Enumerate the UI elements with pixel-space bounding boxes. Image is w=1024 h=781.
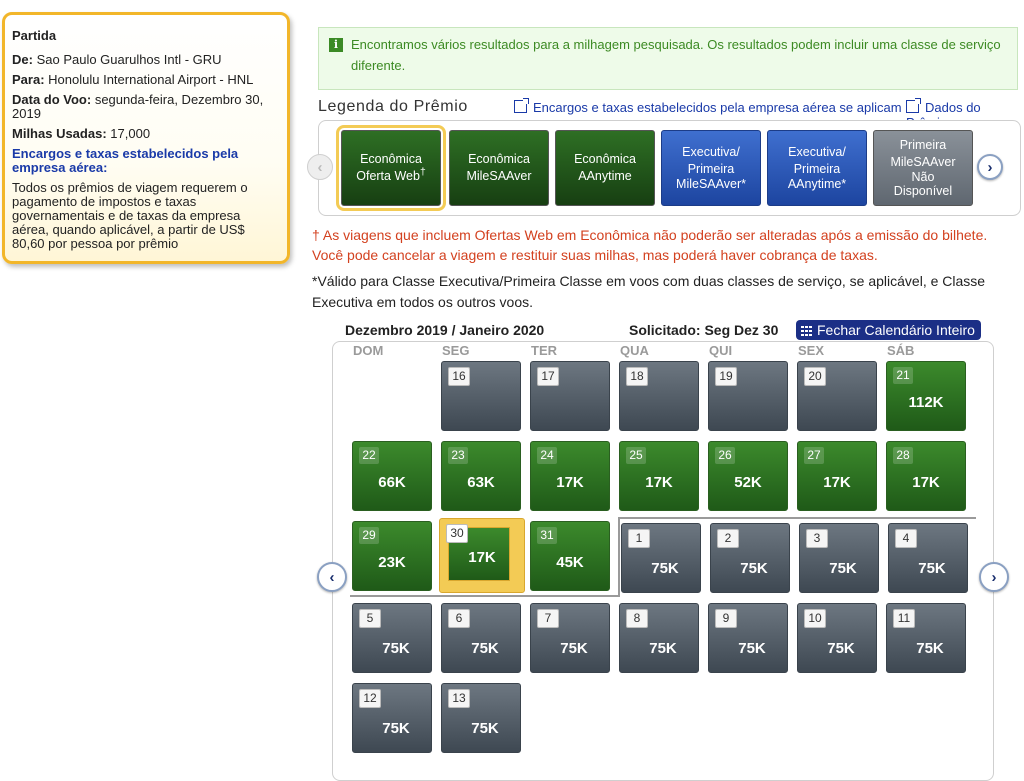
alert-text: Encontramos vários resultados para a milhagem pesquisada. Os resultados podem incluir uma classe de serviço diferente. <box>351 37 1001 73</box>
day-miles: 75K <box>560 640 588 657</box>
day-miles: 23K <box>378 554 406 571</box>
legend-title: Legenda do Prêmio <box>318 98 468 115</box>
legend-tile-line: Executiva/ <box>682 145 740 160</box>
external-link-icon <box>514 100 527 113</box>
calendar-day-cell[interactable] <box>352 683 432 753</box>
day-miles: 66K <box>378 474 406 491</box>
external-link-icon <box>906 100 919 113</box>
legend-tile[interactable] <box>661 130 761 206</box>
calendar-day-cell[interactable] <box>708 361 788 431</box>
weekday-label: QUA <box>620 343 649 358</box>
legend-tile-line: Executiva/ <box>788 145 846 160</box>
day-miles: 112K <box>908 394 944 411</box>
day-miles: 17K <box>468 549 496 566</box>
legend-prev-button[interactable] <box>307 154 333 180</box>
calendar-prev-button[interactable] <box>317 562 347 592</box>
fees-link-label[interactable]: Encargos e taxas estabelecidos pela empresa aérea se aplicam <box>533 100 902 115</box>
calendar-day-cell[interactable] <box>352 521 432 591</box>
calendar-day-cell[interactable] <box>441 603 521 673</box>
fees-text: Todos os prêmios de viagem requerem o pagamento de impostos e taxas governamentais e de taxas da empresa aérea, quando aplicável, a partir de US$ 80,60 por pessoa por prêmio <box>12 180 248 251</box>
calendar-month-label: Dezembro 2019 / Janeiro 2020 <box>345 322 545 338</box>
summary-to <box>12 73 279 87</box>
legend-tile-label <box>890 138 955 197</box>
chevron-right-icon: › <box>991 568 997 586</box>
weekday-label: QUI <box>709 343 733 358</box>
close-calendar-label[interactable]: Fechar Calendário Inteiro <box>817 322 975 338</box>
day-miles: 75K <box>829 560 857 577</box>
day-number: 2 <box>717 529 739 548</box>
day-miles: 75K <box>916 640 944 657</box>
calendar-day-cell[interactable] <box>886 603 966 673</box>
day-number: 7 <box>537 609 559 628</box>
day-miles: 75K <box>738 640 766 657</box>
trip-summary-panel <box>2 12 290 264</box>
chevron-left-icon: ‹ <box>317 158 323 176</box>
calendar-day-cell[interactable] <box>708 603 788 673</box>
award-legend-carousel <box>318 120 1021 216</box>
to-label: Para: <box>12 72 45 87</box>
legend-tile-label <box>574 152 636 183</box>
day-miles: 63K <box>467 474 495 491</box>
weekday-label: SEX <box>798 343 825 358</box>
miles-label: Milhas Usadas: <box>12 126 107 141</box>
month-boundary-bottom <box>350 595 620 597</box>
day-miles: 17K <box>645 474 673 491</box>
legend-tile-line-wrap <box>466 166 531 183</box>
from-value: Sao Paulo Guarulhos Intl - GRU <box>36 52 222 67</box>
summary-from <box>12 53 279 67</box>
day-number: 25 <box>626 447 646 464</box>
legend-tile-line: Disponível <box>893 183 953 198</box>
calendar-day-cell[interactable] <box>708 441 788 511</box>
legend-tile-line: Econômica <box>360 152 422 167</box>
legend-tile-line-wrap <box>676 159 746 176</box>
calendar-day-cell[interactable] <box>441 361 521 431</box>
legend-tile-line: MileSAAver* <box>676 176 746 191</box>
day-number: 30 <box>446 524 468 543</box>
legend-tile[interactable] <box>555 130 655 206</box>
day-number: 18 <box>626 367 648 386</box>
calendar-day-cell[interactable] <box>797 603 877 673</box>
day-number: 23 <box>448 447 468 464</box>
day-number: 31 <box>537 527 557 544</box>
dagger-mark: † <box>419 167 426 179</box>
calendar-requested-label: Solicitado: Seg Dez 30 <box>629 322 779 338</box>
legend-tile[interactable] <box>767 130 867 206</box>
legend-tile-line-wrap <box>788 159 846 176</box>
calendar-day-cell[interactable] <box>530 361 610 431</box>
calendar-day-cell[interactable] <box>619 441 699 511</box>
calendar-grid-icon <box>801 326 812 336</box>
month-boundary-side <box>618 517 620 597</box>
summary-title: Partida <box>12 28 57 43</box>
info-icon: i <box>329 38 343 52</box>
miles-value: 17,000 <box>110 126 151 141</box>
day-number: 16 <box>448 367 470 386</box>
day-number: 28 <box>893 447 913 464</box>
day-miles: 75K <box>471 640 499 657</box>
legend-tile-line: Oferta Web <box>356 169 420 184</box>
calendar-day-cell[interactable] <box>619 603 699 673</box>
chevron-right-icon: › <box>987 158 993 176</box>
legend-tile-line: AAnytime <box>578 169 632 184</box>
award-data-link-label[interactable]: Dados do <box>925 100 981 115</box>
weekday-label: SEG <box>442 343 470 358</box>
day-miles: 75K <box>649 640 677 657</box>
calendar-day-cell[interactable] <box>441 683 521 753</box>
legend-tile-label <box>356 152 425 183</box>
day-number: 24 <box>537 447 557 464</box>
day-miles: 17K <box>556 474 584 491</box>
legend-tile[interactable] <box>449 130 549 206</box>
legend-tile-line: Primeira <box>899 138 947 153</box>
day-number: 27 <box>804 447 824 464</box>
calendar-day-cell[interactable] <box>799 523 879 593</box>
legend-tile[interactable] <box>873 130 973 206</box>
calendar-day-cell[interactable] <box>621 523 701 593</box>
day-number: 10 <box>804 609 826 628</box>
chevron-left-icon: ‹ <box>329 568 335 586</box>
web-offer-note: † As viagens que incluem Ofertas Web em Econômica não poderão ser alteradas após a emissão do bilhete. Você pode cancelar a viagem e restituir suas milhas, mas poderá haver cobrança de taxas. <box>312 227 988 263</box>
weekday-label: SÁB <box>887 343 915 358</box>
calendar-day-cell[interactable] <box>530 521 610 591</box>
legend-tile-label <box>466 152 531 183</box>
calendar-day-cell[interactable] <box>352 603 432 673</box>
legend-tile-line-wrap <box>890 152 955 169</box>
calendar-day-cell[interactable] <box>710 523 790 593</box>
month-boundary-top <box>618 517 976 519</box>
legend-tile-line: Primeira <box>687 162 735 177</box>
day-miles: 75K <box>651 560 679 577</box>
day-miles: 75K <box>382 720 410 737</box>
legend-next-button[interactable] <box>977 154 1003 180</box>
day-number: 20 <box>804 367 826 386</box>
calendar-next-button[interactable] <box>979 562 1009 592</box>
day-number: 13 <box>448 689 470 708</box>
weekday-label: DOM <box>353 343 384 358</box>
calendar-day-cell[interactable] <box>886 361 966 431</box>
fees-link[interactable] <box>514 100 902 115</box>
results-alert <box>318 27 1018 90</box>
day-number: 8 <box>626 609 648 628</box>
day-number: 12 <box>359 689 381 708</box>
calendar-day-cell[interactable] <box>439 518 525 593</box>
date-label: Data do Voo: <box>12 92 92 107</box>
day-number: 6 <box>448 609 470 628</box>
day-miles: 75K <box>827 640 855 657</box>
day-number: 3 <box>806 529 828 548</box>
day-number: 17 <box>537 367 559 386</box>
day-miles: 17K <box>912 474 940 491</box>
to-value: Honolulu International Airport - HNL <box>48 72 254 87</box>
legend-tile-line: Econômica <box>468 152 530 167</box>
summary-date <box>12 93 279 121</box>
calendar-day-cell[interactable] <box>530 441 610 511</box>
day-number: 5 <box>359 609 381 628</box>
day-number: 11 <box>893 609 915 628</box>
fees-title: Encargos e taxas estabelecidos pela empresa aérea: <box>12 146 239 175</box>
summary-miles <box>12 127 279 141</box>
class-validity-note: *Válido para Classe Executiva/Primeira Classe em voos com duas classes de serviço, se aplicável, e Classe Executiva em todos os outros voos. <box>312 273 986 310</box>
date-value: segunda-feira, Dezembro 30, 2019 <box>12 92 264 121</box>
day-number: 9 <box>715 609 737 628</box>
calendar-day-cell[interactable] <box>886 441 966 511</box>
legend-tile-line: Não <box>911 169 935 184</box>
calendar-day-cell[interactable] <box>441 441 521 511</box>
calendar-day-cell[interactable] <box>352 441 432 511</box>
day-number: 4 <box>895 529 917 548</box>
legend-tile-line: MileSAAver <box>890 155 956 170</box>
legend-tile-line-wrap <box>356 166 425 183</box>
day-number: 29 <box>359 527 379 544</box>
calendar-day-cell[interactable] <box>888 523 968 593</box>
day-number: 22 <box>359 447 379 464</box>
day-number: 19 <box>715 367 737 386</box>
legend-tile-line-wrap <box>574 166 636 183</box>
day-miles: 17K <box>823 474 851 491</box>
day-number: 1 <box>628 529 650 548</box>
legend-tile-line: AAnytime* <box>787 176 847 191</box>
day-miles: 75K <box>382 640 410 657</box>
day-number: 26 <box>715 447 735 464</box>
day-miles: 75K <box>918 560 946 577</box>
calendar-day-cell[interactable] <box>619 361 699 431</box>
day-miles: 45K <box>556 554 584 571</box>
day-miles: 75K <box>740 560 768 577</box>
legend-tile[interactable] <box>341 130 441 206</box>
legend-tile-line: Primeira <box>793 162 841 177</box>
legend-tile-label <box>676 145 746 190</box>
day-miles: 75K <box>471 720 499 737</box>
calendar-day-cell[interactable] <box>797 441 877 511</box>
from-label: De: <box>12 52 33 67</box>
day-number: 21 <box>893 367 913 384</box>
legend-tile-line: Econômica <box>574 152 636 167</box>
calendar-day-cell[interactable] <box>530 603 610 673</box>
day-miles: 52K <box>734 474 762 491</box>
calendar-day-cell[interactable] <box>797 361 877 431</box>
legend-tile-label <box>788 145 846 190</box>
close-calendar-button[interactable] <box>796 320 981 340</box>
weekday-label: TER <box>531 343 557 358</box>
legend-tile-line: MileSAAver <box>466 169 532 184</box>
